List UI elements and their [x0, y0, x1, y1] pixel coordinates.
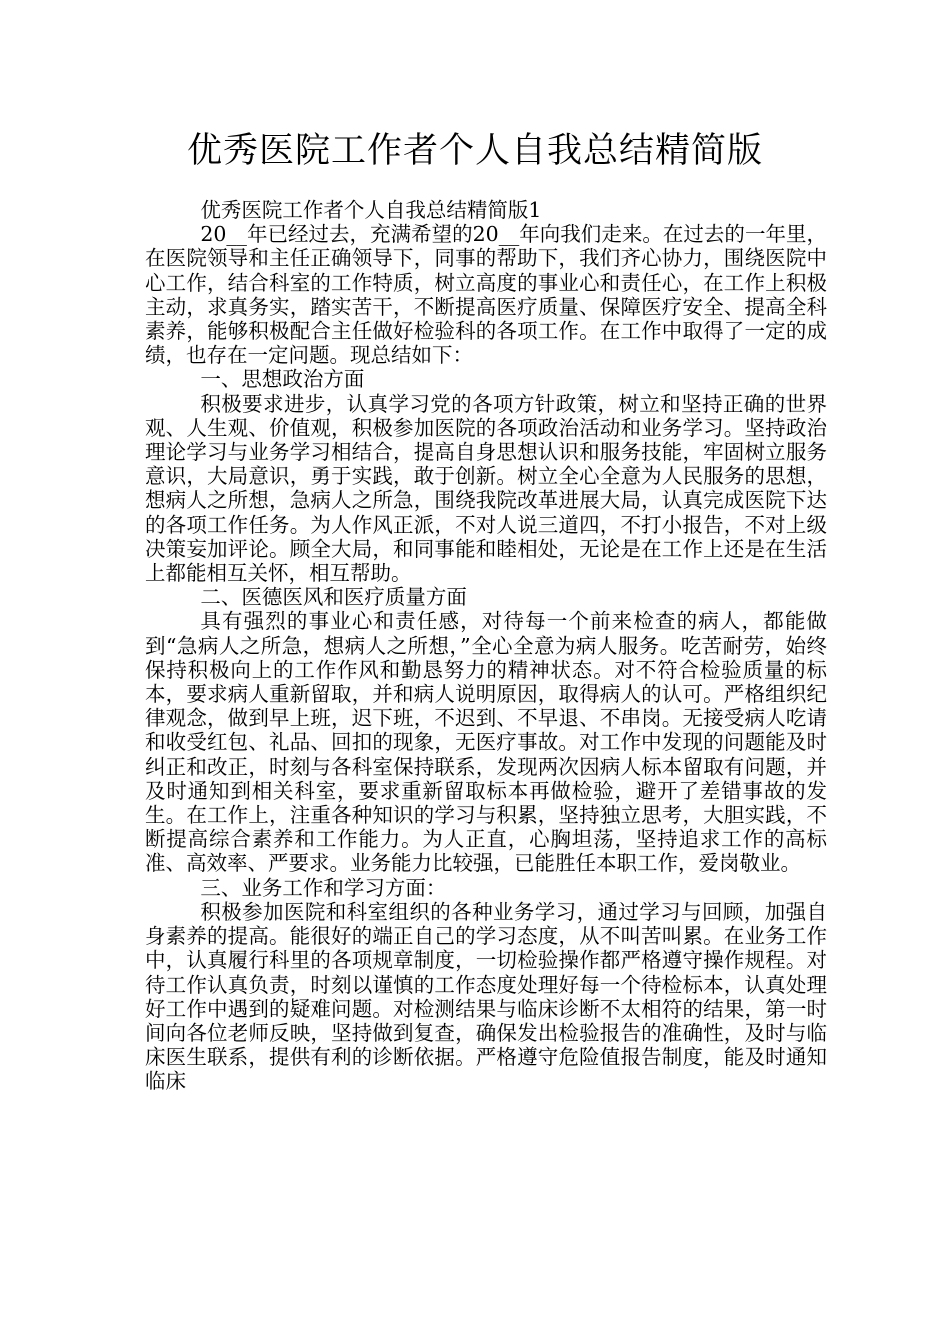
document-body	[145, 198, 827, 1094]
work-study-paragraph: 积极参加医院和科室组织的各种业务学习，通过学习与回顾，加强自身素养的提高。能很好的端正自己的学习态度，从不叫苦叫累。在业务工作中，认真履行科里的各项规章制度，一切检验操作都严格遵守操作规程。对待工作认真负责，时刻以谨慎的工作态度处理好每一个待检标本，认真处理好工作中遇到的疑难问题。对检测结果与临床诊断不太相符的结果，第一时间向各位老师反映，坚持做到复查，确保发出检验报告的准确性，及时与临床医生联系，提供有利的诊断依据。严格遵守危险值报告制度，能及时通知临床	[145, 899, 827, 1094]
document-subtitle: 优秀医院工作者个人自我总结精简版1	[200, 198, 542, 222]
intro-paragraph: 20__年已经过去，充满希望的20__年向我们走来。在过去的一年里，在医院领导和主任正确领导下，同事的帮助下，我们齐心协力，围绕医院中心工作，结合科室的工作特质，树立高度的事业心和责任心，在工作上积极主动，求真务实，踏实苦干，不断提高医疗质量、保障医疗安全、提高全科素养，能够积极配合主任做好检验科的各项工作。在工作中取得了一定的成绩，也存在一定问题。现总结如下：	[145, 222, 827, 368]
document-title: 优秀医院工作者个人自我总结精简版	[186, 131, 763, 171]
political-paragraph: 积极要求进步，认真学习党的各项方针政策，树立和坚持正确的世界观、人生观、价值观，积极参加医院的各项政治活动和业务学习。坚持政治理论学习与业务学习相结合，提高自身思想认识和服务技能，牢固树立服务意识，大局意识，勇于实践，敢于创新。树立全心全意为人民服务的思想，想病人之所想，急病人之所急，围绕我院改革进展大局，认真完成医院下达的各项工作任务。为人作风正派，不对人说三道四，不打小报告，不对上级决策妄加评论。顾全大局，和同事能和睦相处，无论是在工作上还是在生活上都能相互关怀，相互帮助。	[145, 391, 827, 586]
section-heading-work-study: 三、业务工作和学习方面：	[200, 875, 447, 900]
section-heading-political: 一、思想政治方面	[200, 367, 365, 392]
ethics-paragraph: 具有强烈的事业心和责任感，对待每一个前来检查的病人，都能做到“急病人之所急，想病人之所想，”全心全意为病人服务。吃苦耐劳，始终保持积极向上的工作作风和勤恳努力的精神状态。对不符合检验质量的标本，要求病人重新留取，并和病人说明原因，取得病人的认可。严格组织纪律观念，做到早上班，迟下班，不迟到、不早退、不串岗。无接受病人吃请和收受红包、礼品、回扣的现象，无医疗事故。对工作中发现的问题能及时纠正和改正，时刻与各科室保持联系，发现两次因病人标本留取有问题，并及时通知到相关科室，要求重新留取标本再做检验，避开了差错事故的发生。在工作上，注重各种知识的学习与积累，坚持独立思考，大胆实践，不断提高综合素养和工作能力。为人正直，心胸坦荡，坚持追求工作的高标准、高效率、严要求。业务能力比较强，已能胜任本职工作，爱岗敬业。	[145, 609, 827, 876]
section-heading-ethics: 二、医德医风和医疗质量方面	[200, 585, 467, 610]
